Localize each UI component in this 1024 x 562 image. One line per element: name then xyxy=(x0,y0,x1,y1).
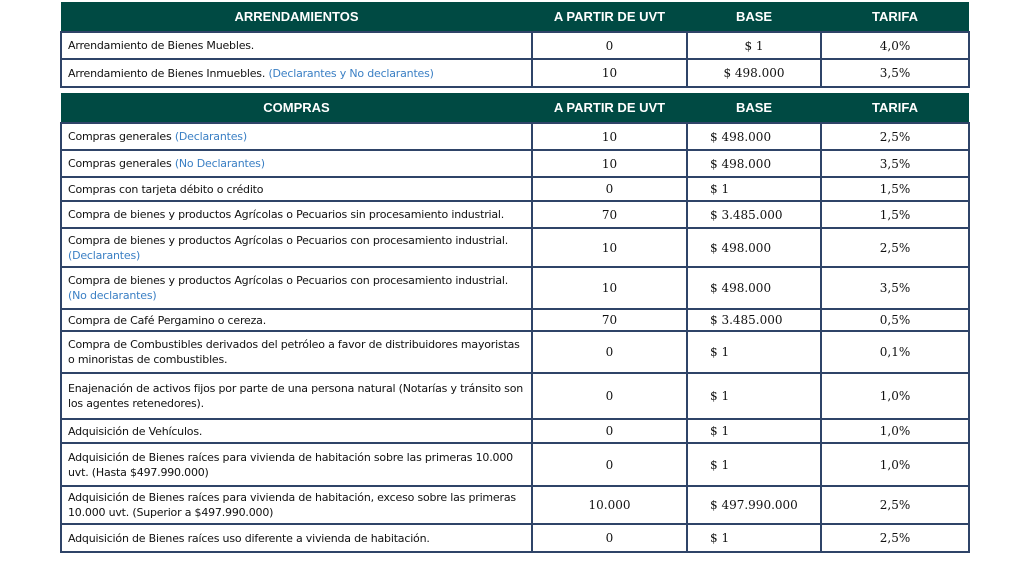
table-row xyxy=(61,267,969,309)
tarifa-cell: 2,5% xyxy=(821,123,969,150)
header-base: BASE xyxy=(687,93,821,123)
base-cell: $ 498.000 xyxy=(687,59,821,87)
tarifa-cell: 0,1% xyxy=(821,331,969,373)
concept-text: Compra de bienes y productos Agrícolas o Pecuarios con procesamiento industrial. xyxy=(68,274,509,287)
base-cell: $ 3.485.000 xyxy=(687,309,821,331)
table-row xyxy=(61,123,969,150)
uvt-cell: 0 xyxy=(532,524,687,552)
concept-cell xyxy=(61,419,532,443)
concept-cell xyxy=(61,443,532,486)
base-cell: $ 1 xyxy=(687,373,821,419)
table-row xyxy=(61,201,969,228)
concept-cell xyxy=(61,331,532,373)
uvt-cell: 0 xyxy=(532,331,687,373)
concept-text: Compras con tarjeta débito o crédito xyxy=(68,182,264,196)
uvt-cell: 10 xyxy=(532,123,687,150)
tarifa-cell: 2,5% xyxy=(821,228,969,267)
tarifa-cell: 3,5% xyxy=(821,59,969,87)
concept-cell xyxy=(61,373,532,419)
concept-cell xyxy=(61,150,532,177)
uvt-cell: 0 xyxy=(532,32,687,59)
concept-note: (Declarantes) xyxy=(68,248,141,262)
concept-text: Arrendamiento de Bienes Muebles. xyxy=(68,39,255,52)
uvt-cell: 0 xyxy=(532,373,687,419)
concept-text: Adquisición de Bienes raíces uso diferente a vivienda de habitación. xyxy=(68,531,430,545)
table-row xyxy=(61,373,969,419)
uvt-cell: 10 xyxy=(532,228,687,267)
table-row xyxy=(61,32,969,59)
header-uvt: A PARTIR DE UVT xyxy=(532,93,687,123)
concept-text: Adquisición de Bienes raíces para vivienda de habitación sobre las primeras 10.000 uvt. (Hasta $497.990.000) xyxy=(68,450,513,479)
base-cell: $ 1 xyxy=(687,419,821,443)
uvt-cell: 70 xyxy=(532,309,687,331)
table-row xyxy=(61,524,969,552)
uvt-cell: 10 xyxy=(532,267,687,309)
header-base: BASE xyxy=(687,2,821,32)
uvt-cell: 0 xyxy=(532,177,687,201)
header-tarifa: TARIFA xyxy=(821,2,969,32)
concept-cell xyxy=(61,309,532,331)
concept-cell xyxy=(61,59,532,87)
uvt-cell: 0 xyxy=(532,419,687,443)
concept-cell xyxy=(61,177,532,201)
concept-text: Compras generales xyxy=(68,130,175,143)
concept-note: (No declarantes) xyxy=(68,289,157,302)
header-concept: ARRENDAMIENTOS xyxy=(61,2,532,32)
tarifa-cell: 1,5% xyxy=(821,201,969,228)
compras-body xyxy=(61,123,969,552)
concept-text: Compra de bienes y productos Agrícolas o Pecuarios con procesamiento industrial. xyxy=(68,233,509,247)
table-row xyxy=(61,177,969,201)
arrendamientos-table xyxy=(60,2,970,88)
concept-cell xyxy=(61,32,532,59)
tarifa-cell: 1,5% xyxy=(821,177,969,201)
tarifa-cell: 1,0% xyxy=(821,373,969,419)
tarifa-cell: 0,5% xyxy=(821,309,969,331)
table-row xyxy=(61,443,969,486)
uvt-cell: 70 xyxy=(532,201,687,228)
tarifa-cell: 3,5% xyxy=(821,267,969,309)
compras-table xyxy=(60,93,970,553)
concept-cell xyxy=(61,267,532,309)
concept-cell xyxy=(61,524,532,552)
concept-cell xyxy=(61,228,532,267)
header-row xyxy=(61,93,969,123)
arrendamientos-body xyxy=(61,32,969,87)
base-cell: $ 1 xyxy=(687,524,821,552)
base-cell: $ 498.000 xyxy=(687,228,821,267)
header-concept: COMPRAS xyxy=(61,93,532,123)
concept-text: Adquisición de Bienes raíces para vivienda de habitación, exceso sobre las primeras 10.000 uvt. (Superior a $497.990.000) xyxy=(68,491,516,519)
concept-cell xyxy=(61,123,532,150)
header-tarifa: TARIFA xyxy=(821,93,969,123)
base-cell: $ 498.000 xyxy=(687,150,821,177)
table-row xyxy=(61,331,969,373)
base-cell: $ 1 xyxy=(687,177,821,201)
uvt-cell: 10.000 xyxy=(532,486,687,524)
concept-note: (No Declarantes) xyxy=(174,157,265,170)
concept-cell xyxy=(61,201,532,228)
tarifa-cell: 3,5% xyxy=(821,150,969,177)
table-row xyxy=(61,150,969,177)
tarifa-cell: 2,5% xyxy=(821,524,969,552)
tarifa-cell: 1,0% xyxy=(821,419,969,443)
tarifa-cell: 1,0% xyxy=(821,443,969,486)
table-row xyxy=(61,59,969,87)
base-cell: $ 3.485.000 xyxy=(687,201,821,228)
base-cell: $ 1 xyxy=(687,331,821,373)
concept-text: Enajenación de activos fijos por parte de una persona natural (Notarías y tránsito son los agentes retenedores). xyxy=(68,382,524,410)
base-cell: $ 1 xyxy=(687,32,821,59)
table-row xyxy=(61,228,969,267)
base-cell: $ 1 xyxy=(687,443,821,486)
concept-note: (Declarantes) xyxy=(174,130,247,143)
uvt-cell: 10 xyxy=(532,150,687,177)
concept-text: Compra de Café Pergamino o cereza. xyxy=(68,313,267,327)
uvt-cell: 0 xyxy=(532,443,687,486)
table-row xyxy=(61,486,969,524)
concept-text: Adquisición de Vehículos. xyxy=(68,424,203,438)
concept-text: Compras generales xyxy=(68,157,172,170)
concept-note: (Declarantes y No declarantes) xyxy=(268,66,434,80)
table-row xyxy=(61,419,969,443)
base-cell: $ 498.000 xyxy=(687,123,821,150)
concept-text: Compra de bienes y productos Agrícolas o Pecuarios sin procesamiento industrial. xyxy=(68,208,505,221)
header-row xyxy=(61,2,969,32)
concept-cell xyxy=(61,486,532,524)
base-cell: $ 497.990.000 xyxy=(687,486,821,524)
tarifa-cell: 4,0% xyxy=(821,32,969,59)
concept-text: Compra de Combustibles derivados del petróleo a favor de distribuidores mayoristas o minoristas de combustibles. xyxy=(68,338,520,366)
table-row xyxy=(61,309,969,331)
tarifa-cell: 2,5% xyxy=(821,486,969,524)
base-cell: $ 498.000 xyxy=(687,267,821,309)
concept-text: Arrendamiento de Bienes Inmuebles. xyxy=(68,66,266,80)
uvt-cell: 10 xyxy=(532,59,687,87)
header-uvt: A PARTIR DE UVT xyxy=(532,2,687,32)
